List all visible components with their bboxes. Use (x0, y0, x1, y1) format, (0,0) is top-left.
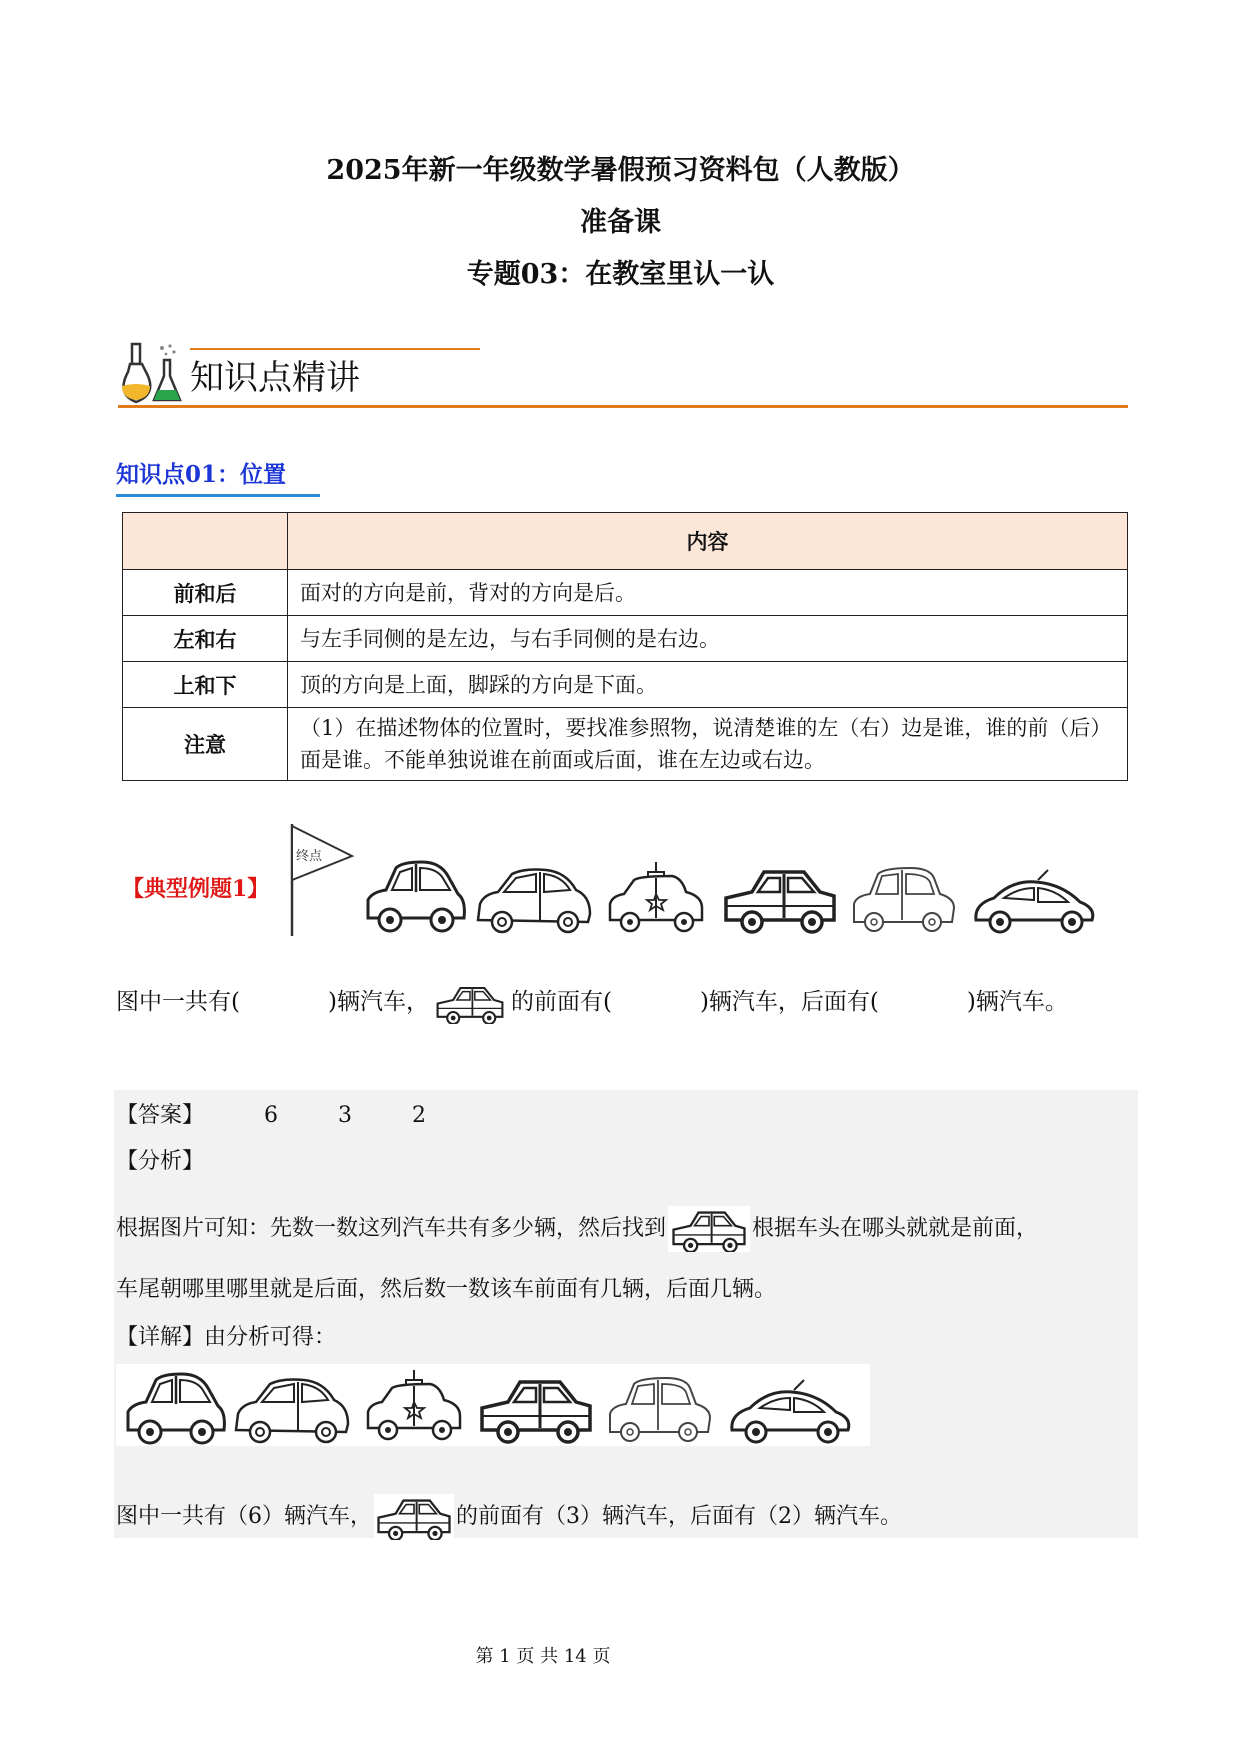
page-footer: 第 1 页 共 14 页 (475, 1646, 611, 1667)
doc-topic: 专题03：在教室里认一认 (466, 259, 775, 290)
table-term: 前和后 (123, 570, 288, 616)
table-desc: 面对的方向是前，背对的方向是后。 (288, 570, 1128, 616)
table-row (123, 662, 1128, 708)
analysis-text-2: 车尾朝哪里哪里就是后面，然后数一数该车前面有几辆，后面几辆。 (116, 1277, 777, 1302)
car-icon-5 (854, 868, 954, 931)
doc-subtitle: 准备课 (580, 207, 661, 238)
table-desc: 顶的方向是上面，脚踩的方向是下面。 (288, 662, 1128, 708)
doc-title: 2025年新一年级数学暑假预习资料包（人教版） (326, 155, 915, 186)
table-desc: （1）在描述物体的位置时，要找准参照物，说清楚谁的左（右）边是谁，谁的前（后）面是谁。不能单独说谁在前面或后面，谁在左边或右边。 (288, 708, 1128, 781)
table-header-row (123, 513, 1128, 570)
example-label: 【典型例题1】 (122, 876, 270, 902)
car-icon-4 (726, 872, 834, 932)
table-row (123, 708, 1128, 781)
answer-value: 3 (338, 1103, 353, 1128)
flag-text: 终点 (296, 849, 323, 864)
target-car-icon (431, 982, 509, 1024)
car-icon-6 (976, 870, 1093, 932)
answer-value: 2 (412, 1103, 427, 1128)
table-term: 左和右 (123, 616, 288, 662)
detail-line: 【详解】由分析可得： (116, 1325, 337, 1350)
target-car-icon (374, 1494, 454, 1540)
analysis-text: 根据图片可知：先数一数这列汽车共有多少辆，然后找到 根据车头在哪头就就是前面， (116, 1206, 1038, 1252)
flask-icon (118, 342, 184, 406)
table-header-empty (123, 513, 288, 570)
car-icon-1 (368, 862, 464, 931)
section-label: 知识点精讲 (190, 358, 360, 398)
car-icon-3 (610, 862, 702, 931)
table-row (123, 616, 1128, 662)
cars-row (362, 858, 1112, 938)
section-header (118, 342, 1128, 408)
knowledge-table (122, 512, 1128, 781)
knowledge-point-title: 知识点01：位置 (116, 461, 287, 488)
table-header-content: 内容 (288, 513, 1128, 570)
car-icon-2 (478, 870, 590, 933)
target-car-icon (668, 1206, 750, 1252)
question-text: 图中一共有( )辆汽车， 的前面有( )辆汽车，后面有( )辆汽车。 (116, 982, 1068, 1024)
table-term: 上和下 (123, 662, 288, 708)
detail-cars-image (116, 1364, 870, 1446)
answer-line: 【答案】 6 3 2 (116, 1103, 427, 1128)
analysis-label: 【分析】 (116, 1149, 205, 1174)
table-term: 注意 (123, 708, 288, 781)
result-text: 图中一共有（6）辆汽车， 的前面有（3）辆汽车，后面有（2）辆汽车。 (116, 1494, 902, 1540)
finish-flag-icon (288, 822, 358, 938)
solution-box (114, 1090, 1138, 1538)
detail-cars-row (116, 1364, 870, 1446)
knowledge-point-underline (116, 494, 320, 497)
table-desc: 与左手同侧的是左边，与右手同侧的是右边。 (288, 616, 1128, 662)
answer-value: 6 (264, 1103, 279, 1128)
table-row (123, 570, 1128, 616)
